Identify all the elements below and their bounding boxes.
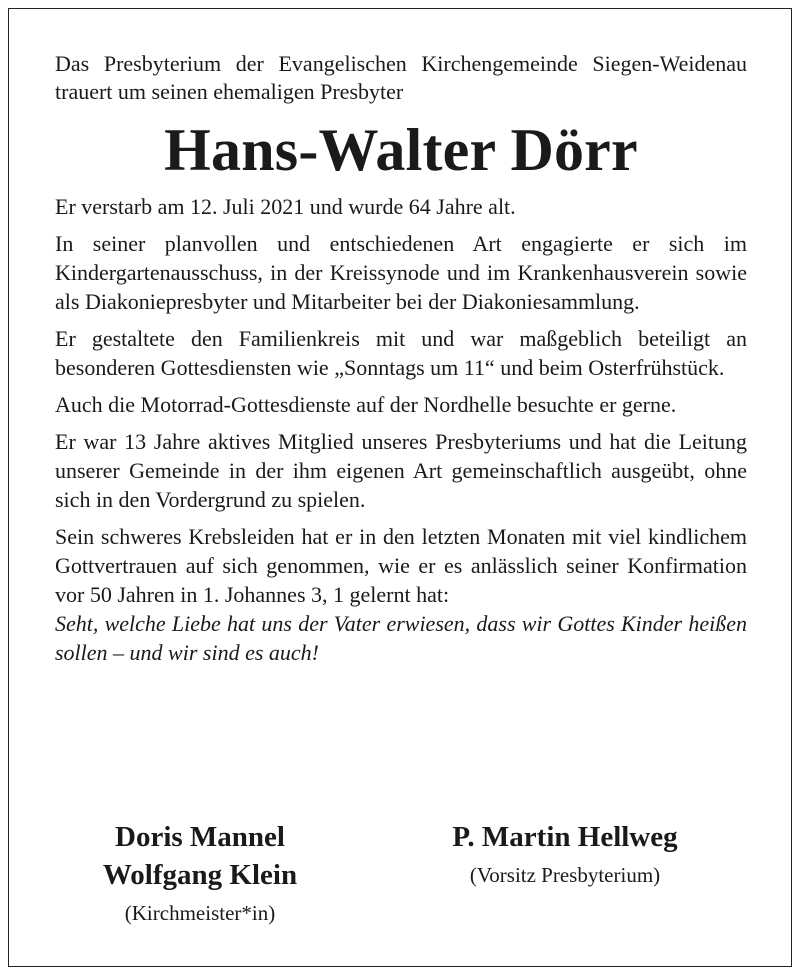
paragraph-family-circle: Er gestaltete den Familienkreis mit und war maßgeblich beteiligt an besonderen Gottesdiensten wie „Sonntags um 11“ und beim Osterfrühstück. bbox=[55, 326, 747, 380]
bible-quote: Seht, welche Liebe hat uns der Vater erwiesen, dass wir Gottes Kinder heißen sollen – und wir sind es auch! bbox=[55, 611, 747, 665]
obituary-body bbox=[55, 50, 747, 667]
intro-text: Das Presbyterium der Evangelischen Kirchengemeinde Siegen-Weidenau trauert um seinen ehemaligen Presbyter bbox=[55, 51, 747, 104]
signature-left bbox=[55, 818, 345, 928]
paragraph-presbytery-membership: Er war 13 Jahre aktives Mitglied unseres Presbyteriums und hat die Leitung unserer Gemeinde in der ihm eigenen Art gemeinschaftlich ausgeübt, ohne sich in den Vordergrund zu spielen. bbox=[55, 429, 747, 512]
paragraph-motorcycle-services: Auch die Motorrad-Gottesdienste auf der Nordhelle besuchte er gerne. bbox=[55, 392, 677, 417]
paragraph-engagement: In seiner planvollen und entschiedenen Art engagierte er sich im Kindergartenausschuss, in der Kreissynode und im Krankenhausverein sowie als Diakoniepresbyter und Mitarbeiter bei der Diakoniesammlung. bbox=[55, 231, 747, 314]
paragraph-illness: Sein schweres Krebsleiden hat er in den letzten Monaten mit viel kindlichem Gottvertrauen auf sich genommen, wie er es anlässlich seiner Konfirmation vor 50 Jahren in 1. Johannes 3, 1 gelernt hat: bbox=[55, 524, 747, 607]
signature-right bbox=[400, 818, 730, 890]
deceased-name: Hans-Walter Dörr bbox=[164, 117, 638, 183]
paragraph-death-date: Er verstarb am 12. Juli 2021 und wurde 64 Jahre alt. bbox=[55, 194, 516, 219]
signatory-role: (Kirchmeister*in) bbox=[124, 901, 276, 925]
signatory-role: (Vorsitz Presbyterium) bbox=[469, 863, 661, 887]
signatory-name: Doris Mannel bbox=[115, 821, 285, 853]
signatory-name: Wolfgang Klein bbox=[102, 859, 298, 891]
signatory-name: P. Martin Hellweg bbox=[452, 821, 678, 853]
